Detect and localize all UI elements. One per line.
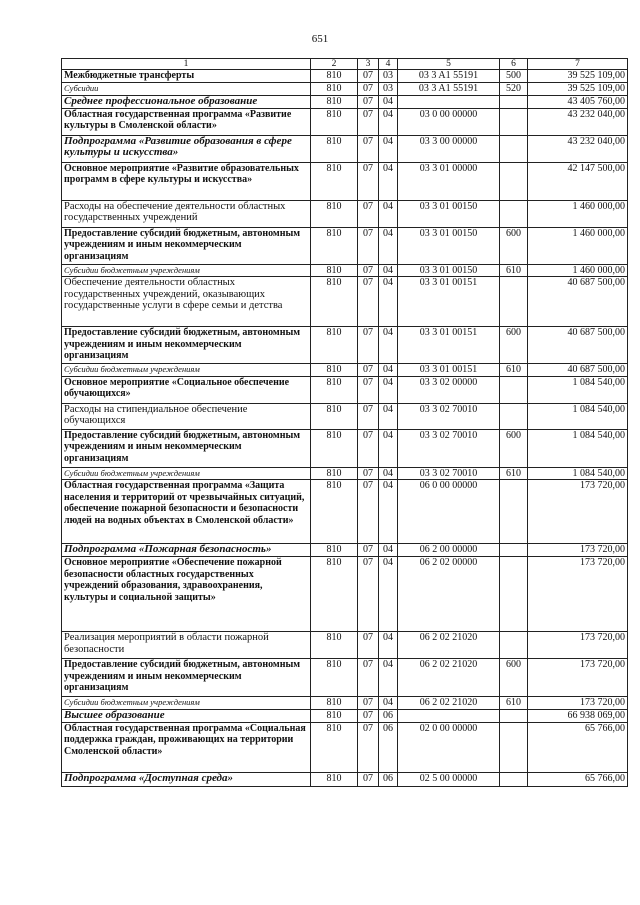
row-amount: 65 766,00 <box>528 772 628 786</box>
table-row <box>62 95 628 108</box>
row-name: Реализация мероприятий в области пожарной безопасности <box>62 632 311 659</box>
row-amount: 1 084 540,00 <box>528 467 628 480</box>
table-body <box>62 70 628 787</box>
row-admin-code: 810 <box>311 480 358 544</box>
row-name: Субсидии бюджетным учреждениям <box>62 467 311 480</box>
row-expense-type <box>500 709 528 722</box>
row-admin-code: 810 <box>311 277 358 327</box>
table-row <box>62 557 628 632</box>
row-amount: 66 938 069,00 <box>528 709 628 722</box>
table-row <box>62 327 628 364</box>
row-section: 07 <box>358 709 379 722</box>
row-amount: 42 147 500,00 <box>528 162 628 200</box>
budget-table <box>61 58 628 787</box>
table-row <box>62 376 628 403</box>
row-admin-code: 810 <box>311 200 358 227</box>
row-name: Предоставление субсидий бюджетным, автономным учреждениям и иным некоммерческим организациям <box>62 659 311 697</box>
row-amount: 43 405 760,00 <box>528 95 628 108</box>
table-row <box>62 403 628 429</box>
row-admin-code: 810 <box>311 95 358 108</box>
row-target-article: 06 2 02 21020 <box>398 697 500 710</box>
table-row <box>62 70 628 83</box>
table-row <box>62 632 628 659</box>
row-amount: 40 687 500,00 <box>528 364 628 377</box>
row-expense-type <box>500 95 528 108</box>
row-target-article: 03 3 01 00000 <box>398 162 500 200</box>
row-name: Основное мероприятие «Социальное обеспечение обучающихся» <box>62 376 311 403</box>
row-admin-code: 810 <box>311 227 358 264</box>
row-amount: 173 720,00 <box>528 557 628 632</box>
row-name: Областная государственная программа «Защита населения и территорий от чрезвычайных ситуаций, обеспечение пожарной безопасности и безопасности людей на водных объектах в Смоленской области» <box>62 480 311 544</box>
row-section: 07 <box>358 364 379 377</box>
row-section: 07 <box>358 70 379 83</box>
row-admin-code: 810 <box>311 429 358 467</box>
row-subsection: 03 <box>379 70 398 83</box>
row-admin-code: 810 <box>311 403 358 429</box>
table-row <box>62 544 628 557</box>
row-section: 07 <box>358 83 379 96</box>
table-row <box>62 227 628 264</box>
table-row <box>62 659 628 697</box>
row-expense-type: 610 <box>500 467 528 480</box>
row-target-article <box>398 709 500 722</box>
row-admin-code: 810 <box>311 327 358 364</box>
row-name: Высшее образование <box>62 709 311 722</box>
row-amount: 173 720,00 <box>528 697 628 710</box>
row-name: Среднее профессиональное образование <box>62 95 311 108</box>
row-target-article: 06 0 00 00000 <box>398 480 500 544</box>
header-col-5: 5 <box>398 59 500 70</box>
row-subsection: 04 <box>379 544 398 557</box>
row-section: 07 <box>358 429 379 467</box>
row-target-article: 03 3 01 00151 <box>398 327 500 364</box>
row-amount: 1 460 000,00 <box>528 227 628 264</box>
row-target-article: 03 3 02 00000 <box>398 376 500 403</box>
table-row <box>62 277 628 327</box>
row-amount: 173 720,00 <box>528 632 628 659</box>
row-expense-type: 600 <box>500 327 528 364</box>
table-row <box>62 135 628 162</box>
row-section: 07 <box>358 200 379 227</box>
row-name: Предоставление субсидий бюджетным, автономным учреждениям и иным некоммерческим организациям <box>62 227 311 264</box>
row-target-article: 03 3 02 70010 <box>398 429 500 467</box>
row-name: Подпрограмма «Доступная среда» <box>62 772 311 786</box>
row-section: 07 <box>358 264 379 277</box>
table-row <box>62 108 628 135</box>
header-col-6: 6 <box>500 59 528 70</box>
row-expense-type <box>500 722 528 772</box>
row-subsection: 06 <box>379 709 398 722</box>
row-section: 07 <box>358 108 379 135</box>
row-subsection: 04 <box>379 376 398 403</box>
row-expense-type <box>500 376 528 403</box>
row-target-article: 03 3 01 00151 <box>398 277 500 327</box>
row-subsection: 04 <box>379 659 398 697</box>
row-target-article: 06 2 02 21020 <box>398 659 500 697</box>
row-section: 07 <box>358 632 379 659</box>
row-section: 07 <box>358 659 379 697</box>
row-subsection: 04 <box>379 429 398 467</box>
row-subsection: 06 <box>379 772 398 786</box>
table-row <box>62 697 628 710</box>
row-target-article <box>398 95 500 108</box>
row-section: 07 <box>358 772 379 786</box>
row-admin-code: 810 <box>311 70 358 83</box>
header-col-1: 1 <box>62 59 311 70</box>
row-admin-code: 810 <box>311 544 358 557</box>
row-target-article: 03 3 00 00000 <box>398 135 500 162</box>
row-admin-code: 810 <box>311 697 358 710</box>
row-target-article: 03 3 01 00150 <box>398 227 500 264</box>
row-section: 07 <box>358 327 379 364</box>
header-col-2: 2 <box>311 59 358 70</box>
table-row <box>62 722 628 772</box>
row-expense-type <box>500 200 528 227</box>
row-target-article: 02 5 00 00000 <box>398 772 500 786</box>
row-target-article: 03 3 02 70010 <box>398 403 500 429</box>
row-name: Основное мероприятие «Обеспечение пожарной безопасности областных государственных учреждений образования, здравоохранения, культуры и социальной защиты» <box>62 557 311 632</box>
row-name: Областная государственная программа «Развитие культуры в Смоленской области» <box>62 108 311 135</box>
row-section: 07 <box>358 557 379 632</box>
row-subsection: 04 <box>379 403 398 429</box>
row-subsection: 04 <box>379 632 398 659</box>
row-name: Субсидии бюджетным учреждениям <box>62 264 311 277</box>
row-amount: 173 720,00 <box>528 659 628 697</box>
row-expense-type: 610 <box>500 697 528 710</box>
header-col-7: 7 <box>528 59 628 70</box>
table-row <box>62 200 628 227</box>
row-target-article: 03 3 01 00150 <box>398 264 500 277</box>
row-admin-code: 810 <box>311 772 358 786</box>
row-section: 07 <box>358 135 379 162</box>
table-row <box>62 162 628 200</box>
row-target-article: 06 2 02 00000 <box>398 557 500 632</box>
row-amount: 39 525 109,00 <box>528 83 628 96</box>
row-subsection: 04 <box>379 697 398 710</box>
row-target-article: 03 0 00 00000 <box>398 108 500 135</box>
row-section: 07 <box>358 162 379 200</box>
table-header-row <box>62 59 628 70</box>
table-row <box>62 429 628 467</box>
header-col-3: 3 <box>358 59 379 70</box>
row-expense-type: 600 <box>500 659 528 697</box>
row-section: 07 <box>358 95 379 108</box>
row-amount: 1 084 540,00 <box>528 429 628 467</box>
row-name: Подпрограмма «Развитие образования в сфере культуры и искусства» <box>62 135 311 162</box>
row-target-article: 03 3 01 00151 <box>398 364 500 377</box>
row-amount: 1 084 540,00 <box>528 376 628 403</box>
row-amount: 173 720,00 <box>528 544 628 557</box>
row-section: 07 <box>358 227 379 264</box>
row-expense-type <box>500 135 528 162</box>
table-row <box>62 709 628 722</box>
row-target-article: 03 3 02 70010 <box>398 467 500 480</box>
row-expense-type <box>500 403 528 429</box>
row-amount: 65 766,00 <box>528 722 628 772</box>
row-subsection: 04 <box>379 162 398 200</box>
row-subsection: 04 <box>379 227 398 264</box>
row-name: Субсидии бюджетным учреждениям <box>62 364 311 377</box>
row-name: Основное мероприятие «Развитие образовательных программ в сфере культуры и искусства» <box>62 162 311 200</box>
row-subsection: 04 <box>379 327 398 364</box>
row-subsection: 04 <box>379 364 398 377</box>
table-row <box>62 264 628 277</box>
row-amount: 1 460 000,00 <box>528 264 628 277</box>
row-subsection: 04 <box>379 557 398 632</box>
row-section: 07 <box>358 467 379 480</box>
row-target-article: 03 3 A1 55191 <box>398 83 500 96</box>
header-col-4: 4 <box>379 59 398 70</box>
row-subsection: 04 <box>379 480 398 544</box>
row-expense-type: 610 <box>500 364 528 377</box>
row-target-article: 06 2 00 00000 <box>398 544 500 557</box>
row-admin-code: 810 <box>311 632 358 659</box>
row-section: 07 <box>358 403 379 429</box>
row-subsection: 03 <box>379 83 398 96</box>
row-expense-type <box>500 557 528 632</box>
row-section: 07 <box>358 544 379 557</box>
page-number: 651 <box>311 33 329 45</box>
row-subsection: 04 <box>379 108 398 135</box>
row-expense-type: 610 <box>500 264 528 277</box>
table-row <box>62 772 628 786</box>
table-row <box>62 480 628 544</box>
row-admin-code: 810 <box>311 722 358 772</box>
row-name: Субсидии бюджетным учреждениям <box>62 697 311 710</box>
row-admin-code: 810 <box>311 557 358 632</box>
row-expense-type <box>500 108 528 135</box>
row-subsection: 04 <box>379 277 398 327</box>
row-target-article: 03 3 01 00150 <box>398 200 500 227</box>
row-admin-code: 810 <box>311 467 358 480</box>
row-amount: 1 460 000,00 <box>528 200 628 227</box>
row-admin-code: 810 <box>311 135 358 162</box>
row-expense-type <box>500 772 528 786</box>
row-section: 07 <box>358 277 379 327</box>
row-name: Предоставление субсидий бюджетным, автономным учреждениям и иным некоммерческим организациям <box>62 327 311 364</box>
row-subsection: 04 <box>379 264 398 277</box>
row-amount: 43 232 040,00 <box>528 108 628 135</box>
row-amount: 1 084 540,00 <box>528 403 628 429</box>
row-expense-type: 520 <box>500 83 528 96</box>
row-admin-code: 810 <box>311 264 358 277</box>
row-expense-type <box>500 480 528 544</box>
row-admin-code: 810 <box>311 364 358 377</box>
row-target-article: 06 2 02 21020 <box>398 632 500 659</box>
row-expense-type: 600 <box>500 429 528 467</box>
table-row <box>62 364 628 377</box>
row-expense-type: 500 <box>500 70 528 83</box>
row-subsection: 06 <box>379 722 398 772</box>
row-amount: 40 687 500,00 <box>528 327 628 364</box>
row-name: Областная государственная программа «Социальная поддержка граждан, проживающих на территории Смоленской области» <box>62 722 311 772</box>
row-section: 07 <box>358 722 379 772</box>
row-amount: 39 525 109,00 <box>528 70 628 83</box>
row-name: Подпрограмма «Пожарная безопасность» <box>62 544 311 557</box>
row-section: 07 <box>358 697 379 710</box>
row-amount: 43 232 040,00 <box>528 135 628 162</box>
row-expense-type <box>500 544 528 557</box>
row-name: Межбюджетные трансферты <box>62 70 311 83</box>
row-name: Субсидии <box>62 83 311 96</box>
row-name: Предоставление субсидий бюджетным, автономным учреждениям и иным некоммерческим организациям <box>62 429 311 467</box>
row-admin-code: 810 <box>311 659 358 697</box>
row-subsection: 04 <box>379 200 398 227</box>
row-expense-type <box>500 632 528 659</box>
table-row <box>62 83 628 96</box>
table-row <box>62 467 628 480</box>
row-admin-code: 810 <box>311 162 358 200</box>
row-admin-code: 810 <box>311 709 358 722</box>
row-expense-type <box>500 162 528 200</box>
row-section: 07 <box>358 480 379 544</box>
row-target-article: 02 0 00 00000 <box>398 722 500 772</box>
row-name: Расходы на стипендиальное обеспечение обучающихся <box>62 403 311 429</box>
row-admin-code: 810 <box>311 376 358 403</box>
row-name: Обеспечение деятельности областных государственных учреждений, оказывающих государственные услуги в сфере семьи и детства <box>62 277 311 327</box>
row-subsection: 04 <box>379 95 398 108</box>
row-amount: 40 687 500,00 <box>528 277 628 327</box>
row-subsection: 04 <box>379 467 398 480</box>
row-subsection: 04 <box>379 135 398 162</box>
row-section: 07 <box>358 376 379 403</box>
row-admin-code: 810 <box>311 83 358 96</box>
row-target-article: 03 3 A1 55191 <box>398 70 500 83</box>
row-admin-code: 810 <box>311 108 358 135</box>
row-expense-type: 600 <box>500 227 528 264</box>
row-amount: 173 720,00 <box>528 480 628 544</box>
row-expense-type <box>500 277 528 327</box>
row-name: Расходы на обеспечение деятельности областных государственных учреждений <box>62 200 311 227</box>
